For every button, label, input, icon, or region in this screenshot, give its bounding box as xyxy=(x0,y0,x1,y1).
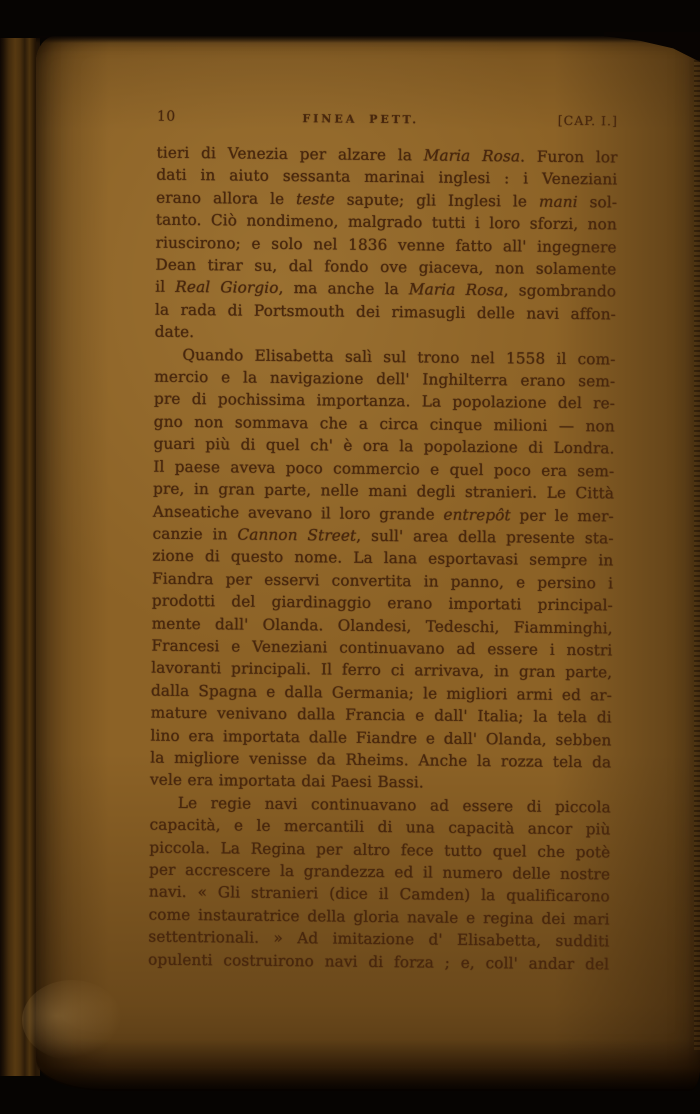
text-line: prodotti del giardinaggio erano importati principal- xyxy=(151,591,613,615)
text-line: come instauratrice della gloria navale e regina dei mari xyxy=(148,905,610,929)
text-line: settentrionali. » Ad imitazione d' Elisabetta, sudditi xyxy=(148,927,610,951)
text-line: guari più di quel ch' è ora la popolazione di Londra. xyxy=(153,434,615,458)
text-line: capacità, e le mercantili di una capacità ancor più xyxy=(149,815,611,839)
page-header xyxy=(157,109,618,130)
text-line: Quando Elisabetta salì sul trono nel 1558 il com- xyxy=(182,345,616,369)
text-line: Fiandra per esservi convertita in panno, e persino i xyxy=(151,569,614,593)
chapter-marker: [CAP. I.] xyxy=(557,112,618,129)
italic-phrase: Maria Rosa xyxy=(408,280,504,300)
text-line: pre, in gran parte, nelle mani degli stranieri. Le Città xyxy=(152,479,615,503)
text-line: opulenti costruirono navi di forza ; e, coll' andar del xyxy=(148,950,610,973)
book-fore-edge xyxy=(694,60,700,1050)
italic-phrase: teste xyxy=(295,189,335,209)
page-text xyxy=(148,142,618,976)
text-line: la rada di Portsmouth dei rimasugli delle navi affon- xyxy=(154,300,616,324)
italic-phrase: Cannon Street xyxy=(237,525,357,545)
text-line: Dean tirar su, dal fondo ove giaceva, non solamente xyxy=(155,255,617,279)
italic-phrase: entrepôt xyxy=(443,505,511,524)
text-line: il Real Giorgio, ma anche la Maria Rosa, sgombrando xyxy=(155,278,617,301)
text-line: Anseatiche avevano il loro grande entrepôt per le mer- xyxy=(152,502,614,525)
paragraph xyxy=(155,142,618,348)
text-line: Le regie navi continuavano ad essere di piccola xyxy=(177,793,611,817)
page-number: 10 xyxy=(156,108,176,125)
text-line: lavoranti principali. Il ferro ci arrivava, in gran parte, xyxy=(151,658,613,682)
page-content xyxy=(148,109,618,976)
text-line: erano allora le teste sapute; gli Inglesi le mani sol- xyxy=(155,188,618,212)
paragraph xyxy=(150,343,616,796)
page-corner-curl xyxy=(22,980,122,1060)
text-line: tieri di Venezia per alzare la Maria Rosa. Furon lor xyxy=(156,143,618,167)
text-line: Il paese aveva poco commercio e quel poco era sem- xyxy=(153,457,615,481)
text-line: date. xyxy=(154,322,195,342)
text-line: gno non sommava che a circa cinque milioni — non xyxy=(153,412,615,436)
text-line: navi. « Gli stranieri (dice il Camden) la qualificarono xyxy=(148,882,610,906)
text-line: dalla Spagna e dalla Germania; le migliori armi ed ar- xyxy=(150,681,612,705)
text-line: mature venivano dalla Francia e dall' Italia; la tela di xyxy=(150,703,612,727)
text-line: la migliore venisse da Rheims. Anche la rozza tela da xyxy=(150,748,612,772)
text-line: tanto. Ciò nondimeno, malgrado tutti i loro sforzi, non xyxy=(155,210,617,234)
text-line: vele era importata dai Paesi Bassi. xyxy=(149,770,424,792)
page-edges-strip xyxy=(0,38,40,1076)
italic-phrase: Maria Rosa xyxy=(423,146,521,166)
text-line: Francesi e Veneziani continuavano ad essere i nostri xyxy=(151,636,613,660)
text-line: piccola. La Regina per altro fece tutto quel che potè xyxy=(149,838,611,861)
text-line: lino era importata dalle Fiandre e dall' Olanda, sebben xyxy=(150,726,612,749)
text-line: mente dall' Olanda. Olandesi, Tedeschi, Fiamminghi, xyxy=(151,614,613,637)
text-line: pre di pochissima importanza. La popolazione del re- xyxy=(153,390,616,413)
page-top-edge-shadow xyxy=(36,36,700,43)
italic-phrase: mani xyxy=(538,192,578,211)
text-line: canzie in Cannon Street, sull' area della presente sta- xyxy=(152,524,614,548)
text-line: mercio e la navigazione dell' Inghilterra erano sem- xyxy=(154,367,616,391)
running-title: FINEA PETT. xyxy=(302,112,420,127)
italic-phrase: Real Giorgio xyxy=(175,278,279,298)
text-line: dati in aiuto sessanta marinai inglesi : i Veneziani xyxy=(156,165,618,189)
text-line: per accrescere la grandezza ed il numero delle nostre xyxy=(148,860,611,884)
text-line: riuscirono; e solo nel 1836 venne fatto all' ingegnere xyxy=(155,233,617,257)
book-page xyxy=(36,36,700,1089)
paragraph xyxy=(148,791,611,975)
text-line: zione di questo nome. La lana esportavasi sempre in xyxy=(152,546,614,570)
